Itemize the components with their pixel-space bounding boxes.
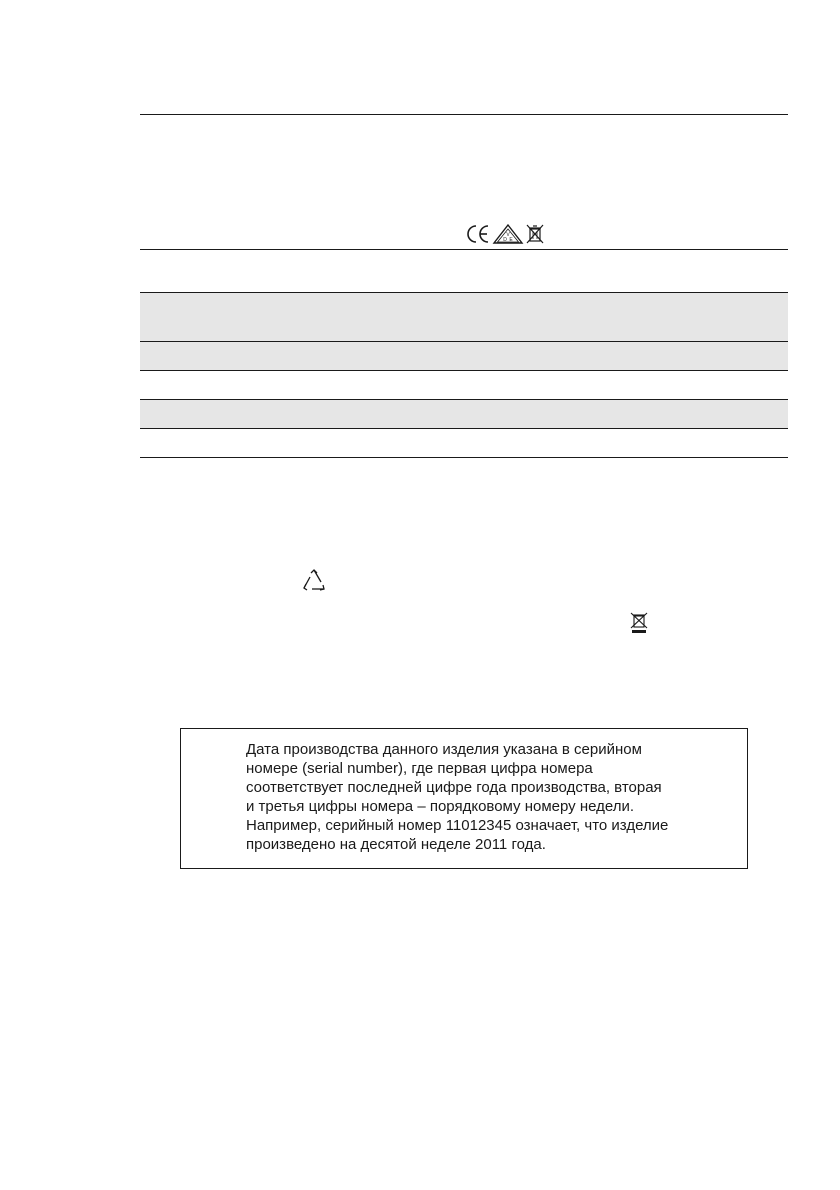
spec-table-header (140, 292, 788, 342)
weee-crossed-bin-icon (630, 612, 648, 634)
notice-line: Дата производства данного изделия указана в серийном (246, 741, 642, 758)
svg-text:V: V (506, 232, 510, 238)
vde-mark-icon (492, 223, 524, 245)
notice-text (246, 740, 736, 854)
table-row (140, 342, 788, 371)
table-row (140, 371, 788, 400)
weee-crossed-bin-icon (526, 223, 544, 245)
table-row (140, 400, 788, 429)
svg-text:D: D (503, 237, 507, 243)
spec-table (140, 292, 788, 458)
top-rule (140, 114, 788, 115)
notice-line: номере (serial number), где первая цифра номера (246, 760, 593, 777)
notice-line: произведено на десятой неделе 2011 года. (246, 836, 546, 853)
recycle-icon (301, 568, 327, 594)
notice-line: Например, серийный номер 11012345 означает, что изделие (246, 817, 669, 834)
table-row (140, 429, 788, 458)
svg-text:E: E (509, 237, 513, 243)
certification-marks (466, 222, 544, 246)
notice-line: и третья цифры номера – порядковому номеру недели. (246, 798, 635, 815)
ce-mark-icon (466, 223, 490, 245)
section-rule (140, 249, 788, 250)
notice-line: соответствует последней цифре года производства, вторая (246, 779, 662, 796)
